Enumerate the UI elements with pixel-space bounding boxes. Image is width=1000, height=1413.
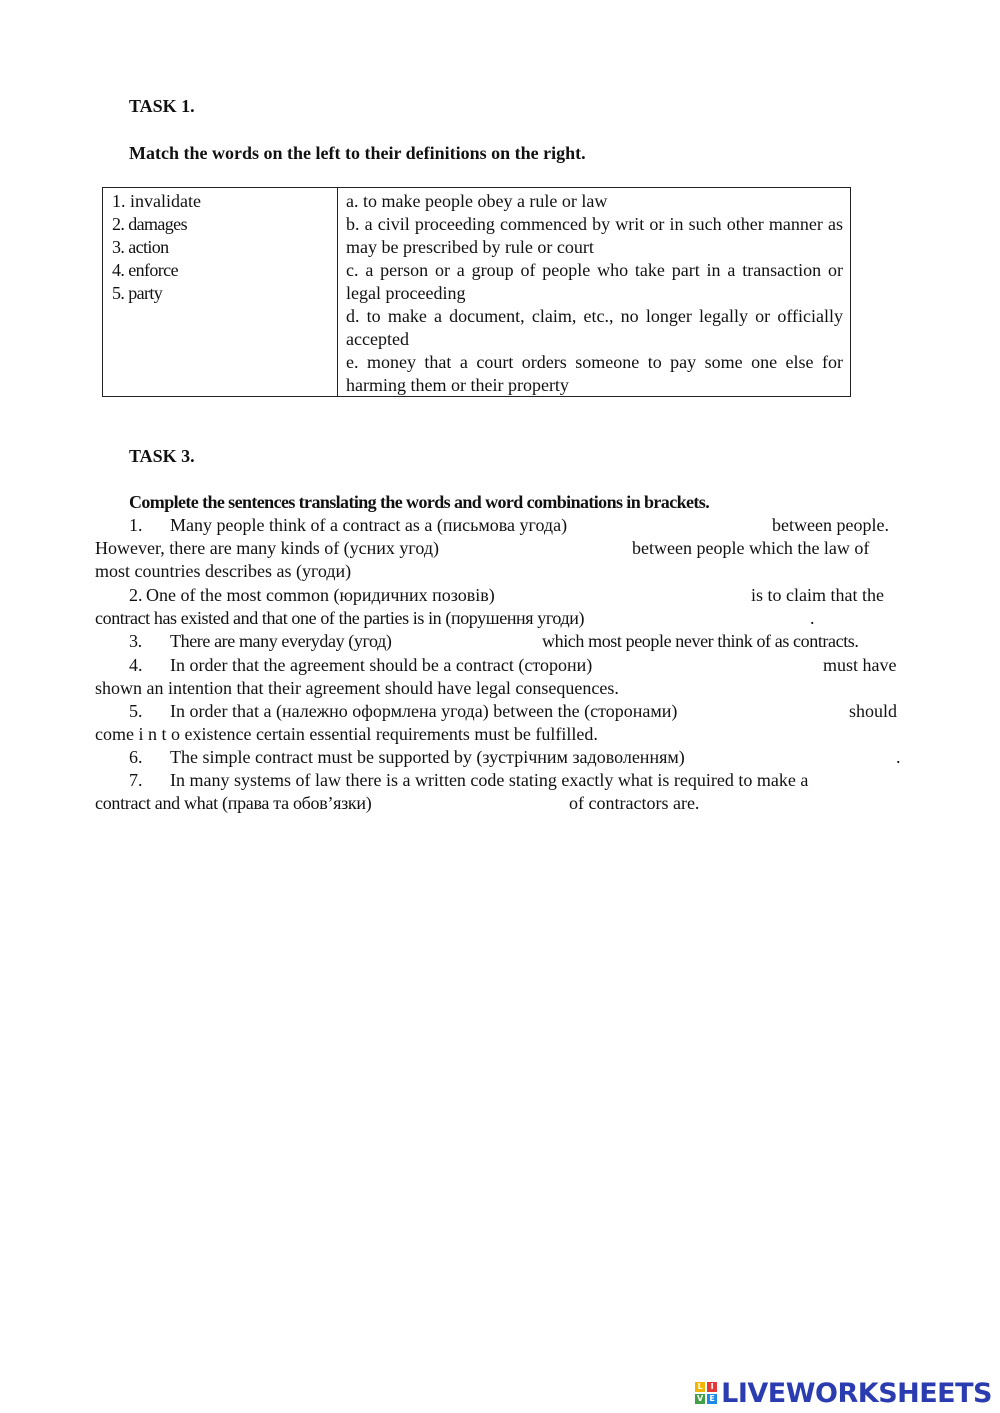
sentence-text: Many people think of a contract as a (письмова угода) xyxy=(170,515,568,535)
sentence-1 xyxy=(129,514,567,537)
logo-letter: L xyxy=(695,1382,705,1392)
definition-item: a. to make people obey a rule or law xyxy=(346,191,608,211)
sentence-text: In order that the agreement should be a contract (сторони) xyxy=(170,655,593,675)
sentence-3 xyxy=(129,630,391,653)
task1-heading: TASK 1. xyxy=(129,96,195,116)
sentence-text: However, there are many kinds of (усних угод) xyxy=(95,538,440,558)
logo-letter: E xyxy=(707,1394,717,1404)
sentence-6 xyxy=(129,746,685,769)
word-item: 3. action xyxy=(112,237,169,257)
definition-item: b. a civil proceeding commenced by writ or in such other manner as may be prescribed by rule or court xyxy=(346,214,843,257)
definitions-column xyxy=(346,190,843,397)
sentence-text: must have xyxy=(823,655,897,675)
sentence-number: 7. xyxy=(129,770,143,790)
words-column xyxy=(112,190,332,305)
definition-item: d. to make a document, claim, etc., no longer legally or officially accepted xyxy=(346,306,843,349)
logo-mark xyxy=(695,1382,717,1404)
table-divider xyxy=(337,188,338,396)
sentence-text: come i n t o existence certain essential requirements must be fulfilled. xyxy=(95,724,598,744)
sentence-text: shown an intention that their agreement should have legal consequences. xyxy=(95,678,619,698)
sentence-text: The simple contract must be supported by (зустрічним задоволенням) xyxy=(170,747,685,767)
sentence-text: of contractors are. xyxy=(569,793,700,813)
sentence-number: 5. xyxy=(129,701,143,721)
word-item: 4. enforce xyxy=(112,260,178,280)
sentence-number: 4. xyxy=(129,655,143,675)
sentence-text: . xyxy=(810,608,815,628)
sentence-5 xyxy=(129,700,677,723)
definition-item: c. a person or a group of people who take part in a transaction or legal proceeding xyxy=(346,260,843,303)
sentence-number: 3. xyxy=(129,631,142,651)
sentence-text: In many systems of law there is a written code stating exactly what is required to make a xyxy=(170,770,809,790)
word-item: 5. party xyxy=(112,283,163,303)
sentence-text: between people which the law of xyxy=(632,538,870,558)
word-item: 2. damages xyxy=(112,214,187,234)
task3-heading: TASK 3. xyxy=(129,446,195,466)
sentence-number: 1. xyxy=(129,515,143,535)
sentence-text: should xyxy=(849,701,898,721)
sentence-text: contract has existed and that one of the parties is in (порушення угоди) xyxy=(95,608,585,628)
logo-letter: V xyxy=(697,1394,704,1403)
sentence-number: 6. xyxy=(129,747,143,767)
sentence-4 xyxy=(129,654,592,677)
task1-instruction: Match the words on the left to their definitions on the right. xyxy=(129,143,586,163)
sentence-text: There are many everyday (угод) xyxy=(170,631,392,651)
word-item: 1. invalidate xyxy=(112,191,201,211)
sentence-text: most countries describes as (угоди) xyxy=(95,561,352,581)
sentence-text: In order that a (належно оформлена угода) between the (сторонами) xyxy=(170,701,678,721)
sentence-text: . xyxy=(896,747,901,767)
task3-instruction: Complete the sentences translating the words and word combinations in brackets. xyxy=(129,492,710,512)
sentence-number: 2. xyxy=(129,585,143,605)
logo-letter: I xyxy=(707,1382,717,1392)
sentence-text: which most people never think of as contracts. xyxy=(542,631,859,651)
definition-item: e. money that a court orders someone to pay some one else for harming them or their property xyxy=(346,352,843,395)
matching-table xyxy=(102,187,851,397)
sentence-text: One of the most common (юридичних позовів) xyxy=(146,585,495,605)
sentence-7 xyxy=(129,769,903,792)
sentence-2 xyxy=(129,584,495,607)
logo-text: LIVEWORKSHEETS xyxy=(721,1377,992,1409)
sentence-text: between people. xyxy=(772,515,889,535)
liveworksheets-logo[interactable] xyxy=(695,1377,992,1409)
sentence-text: is to claim that the xyxy=(751,585,884,605)
sentence-text: contract and what (права та обов’язки) xyxy=(95,793,372,813)
